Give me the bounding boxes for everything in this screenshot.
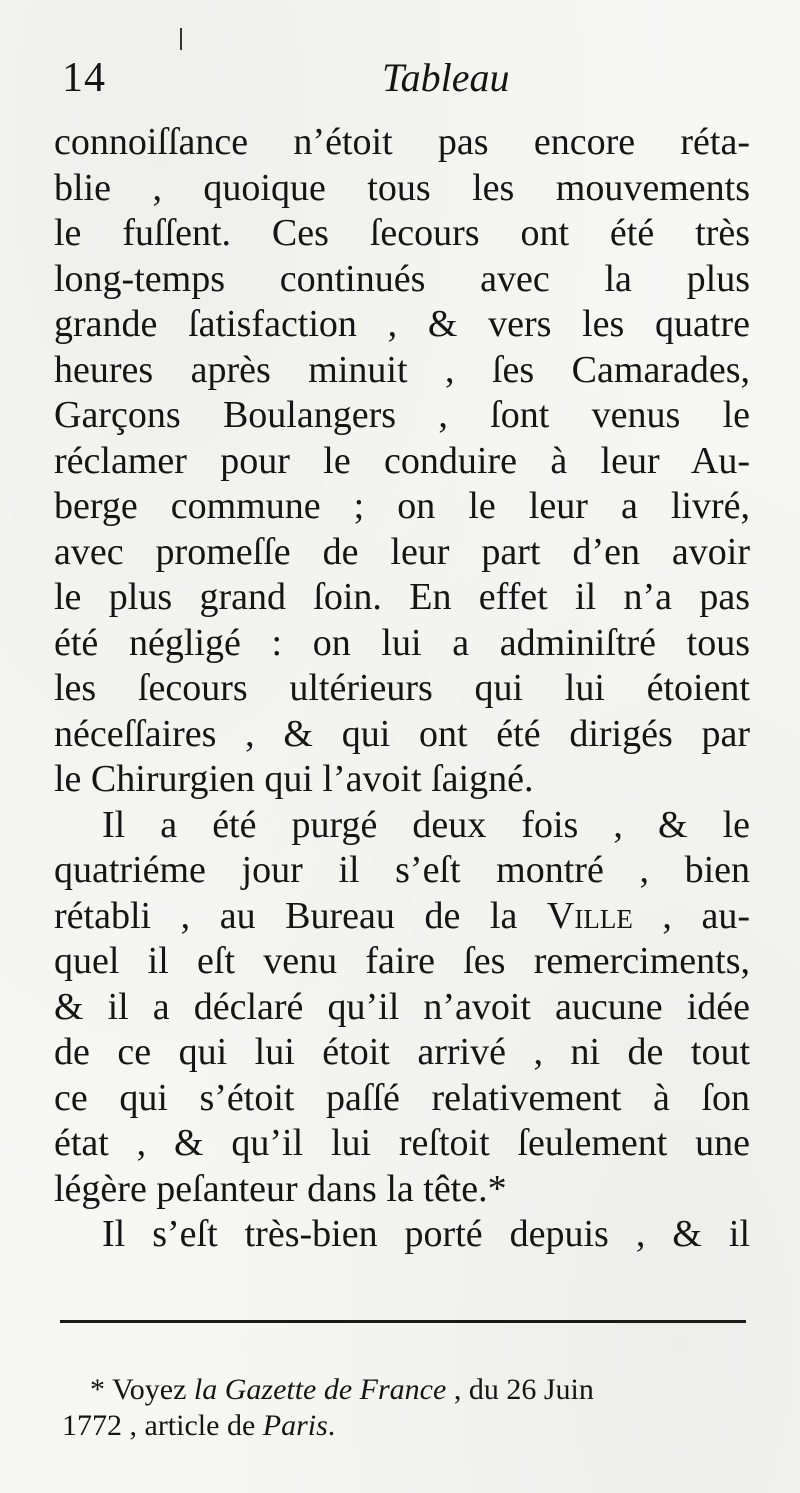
paragraph-2-line: ce qui s’étoit paſſé relativement à ſon bbox=[54, 1076, 750, 1119]
text-line: Garçons Boulangers , ſont venus le bbox=[54, 394, 750, 436]
footnote-paris: Paris bbox=[262, 1409, 328, 1442]
text-line: blie , quoique tous les mouvements bbox=[54, 166, 750, 209]
text-line: grande ſatisfaction , & vers les quatre bbox=[54, 303, 750, 345]
paragraph-2-line: & il a déclaré qu’il n’avoit aucune idée bbox=[54, 985, 750, 1028]
text-line: le fuſſent. Ces ſecours ont été très bbox=[54, 212, 750, 254]
text-line: avec promeſſe de leur part d’en avoir bbox=[54, 530, 750, 573]
text-line: le plus grand ſoin. En effet il n’a pas bbox=[54, 576, 750, 618]
text-line: berge commune ; on le leur a livré, bbox=[54, 485, 750, 527]
text-line: les ſecours ultérieurs qui lui étoient bbox=[54, 667, 750, 709]
page-edge-mark bbox=[180, 28, 182, 50]
footnote-line bbox=[62, 1372, 752, 1408]
footnote-rule bbox=[60, 1320, 746, 1323]
page-number: 14 bbox=[62, 55, 106, 101]
paragraph-2-line: quel il eſt venu faire ſes remerciments, bbox=[54, 940, 750, 982]
paragraph-2-line: Il a été purgé deux fois , & le bbox=[102, 803, 750, 846]
footnote-line bbox=[62, 1408, 752, 1444]
footnote-year: 1772 , article de bbox=[62, 1409, 263, 1442]
text-fragment: rétabli , au Bureau de la bbox=[54, 894, 547, 937]
paragraph-2-line: quatriéme jour il s’eſt montré , bien bbox=[54, 849, 750, 891]
paragraph-2-line bbox=[54, 894, 750, 940]
footnote-end: . bbox=[327, 1409, 336, 1442]
footnote-prefix: * Voyez bbox=[90, 1373, 194, 1406]
paragraph-3-line: Il s’eſt très-bien porté depuis , & il bbox=[102, 1213, 750, 1255]
text-line: le Chirurgien qui l’avoit ſaigné. bbox=[54, 758, 534, 800]
paragraph-2-line: légère peſanteur dans la tête.* bbox=[54, 1167, 507, 1210]
small-caps-ville: Ville bbox=[546, 894, 633, 937]
body-text bbox=[54, 120, 750, 1258]
paragraph-2-line: de ce qui lui étoit arrivé , ni de tout bbox=[54, 1031, 750, 1073]
text-line: été négligé : on lui a adminiſtré tous bbox=[54, 621, 750, 664]
text-line: connoiſſance n’étoit pas encore réta- bbox=[54, 121, 750, 163]
running-title: Tableau bbox=[382, 55, 510, 100]
text-fragment: , au- bbox=[632, 894, 750, 937]
footnote bbox=[62, 1372, 752, 1444]
text-line: néceſſaires , & qui ont été dirigés par bbox=[54, 712, 750, 755]
footnote-date: , du 26 Juin bbox=[446, 1373, 594, 1406]
text-line: long-temps continués avec la plus bbox=[54, 257, 750, 300]
footnote-gazette: la Gazette de France bbox=[193, 1373, 447, 1406]
paragraph-2-line: état , & qu’il lui reſtoit ſeulement une bbox=[54, 1122, 750, 1164]
text-line: réclamer pour le conduire à leur Au- bbox=[54, 439, 750, 482]
page-header bbox=[62, 48, 752, 108]
text-line: heures après minuit , ſes Camarades, bbox=[54, 348, 750, 391]
